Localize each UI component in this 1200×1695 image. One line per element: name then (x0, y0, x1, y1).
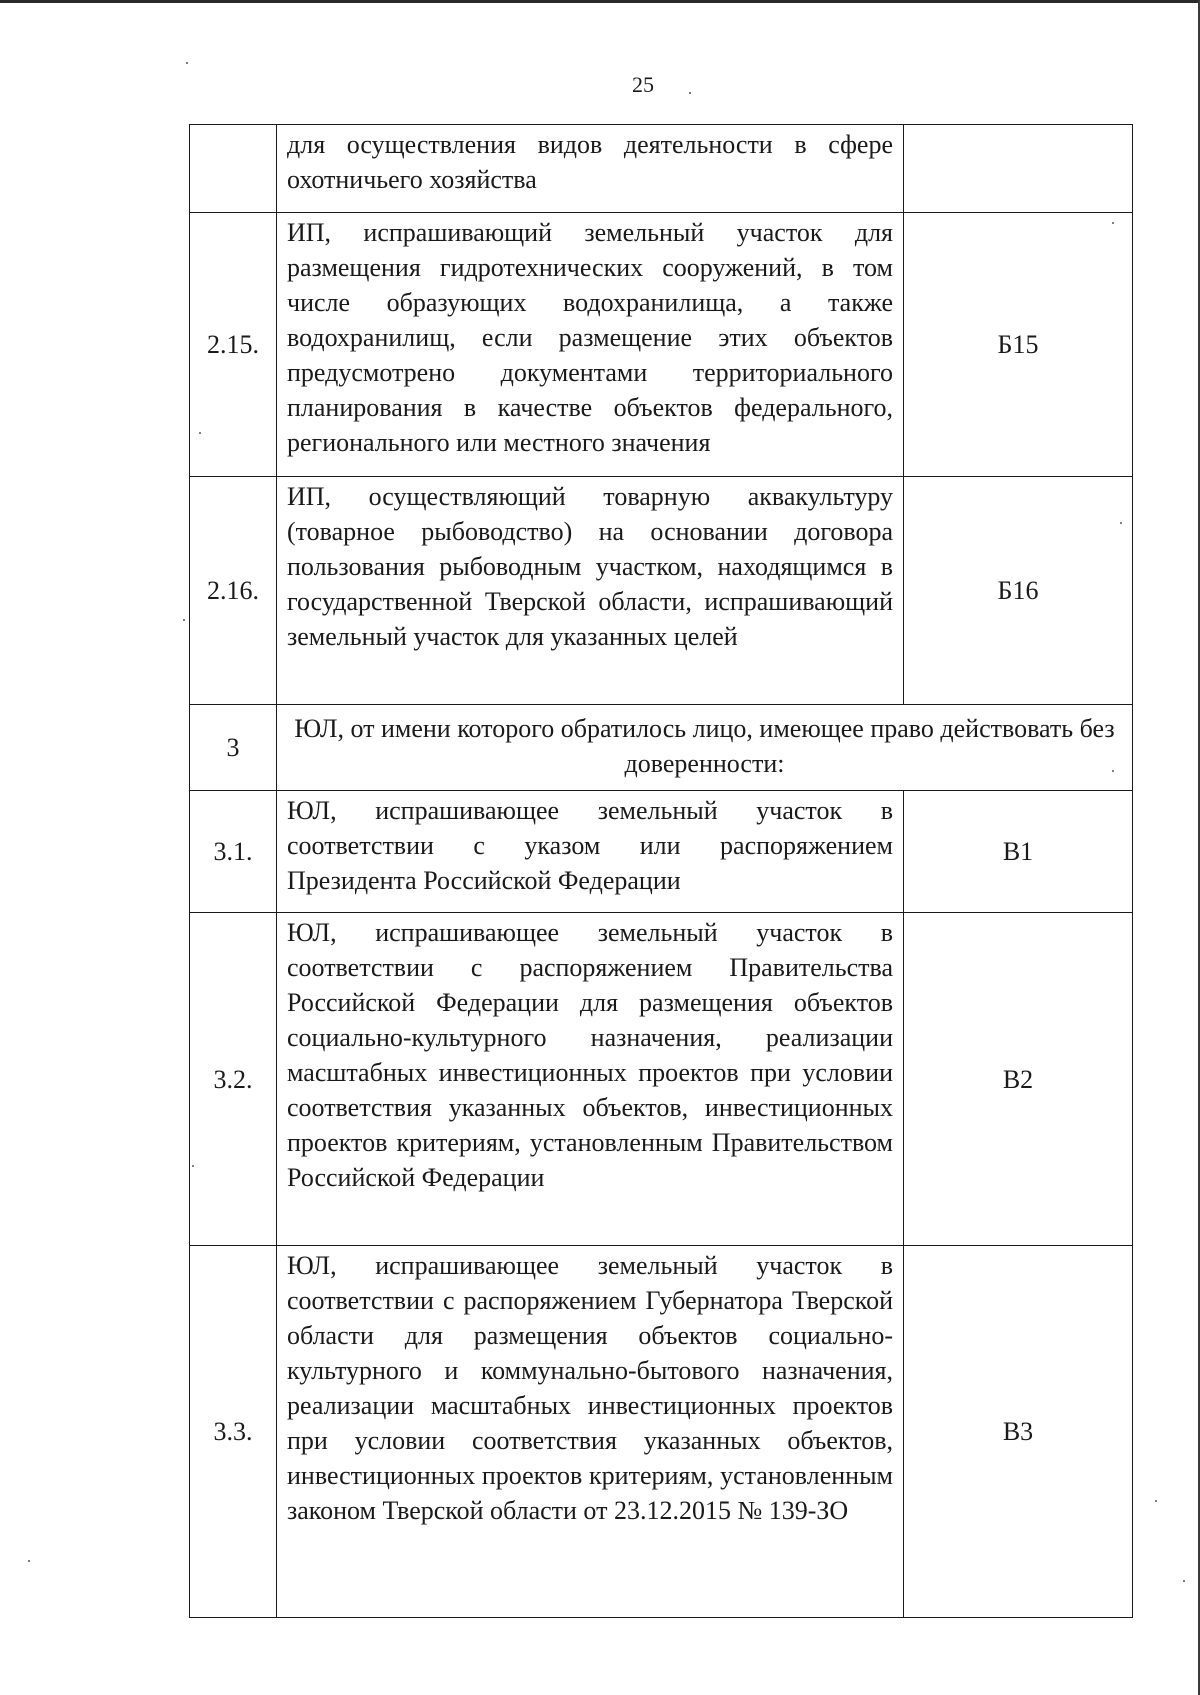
row-code: Б15 (904, 213, 1133, 477)
table-row-3-3 (190, 1246, 1133, 1618)
row-number: 3.2. (190, 913, 277, 1246)
row-description: ЮЛ, испрашивающее земельный участок в соответствии с указом или распоряжением Президента Российской Федерации (287, 796, 893, 895)
row-number: 3.1. (190, 791, 277, 913)
scan-speck (183, 619, 185, 621)
section-heading: ЮЛ, от имени которого обратилось лицо, имеющее право действовать без доверенности: (277, 705, 1133, 791)
scan-speck (1112, 770, 1114, 772)
scan-speck (199, 432, 201, 434)
row-description-cell (277, 477, 904, 705)
row-description-cell (277, 913, 904, 1246)
scan-speck (1120, 522, 1122, 524)
scan-speck (1155, 1500, 1157, 1502)
row-description-cell (277, 791, 904, 913)
row-code: В1 (904, 791, 1133, 913)
table-row-2-16 (190, 477, 1133, 705)
scan-speck (192, 1165, 194, 1167)
table-row-section-3 (190, 705, 1133, 791)
row-code: В3 (904, 1246, 1133, 1618)
row-number: 2.16. (190, 477, 277, 705)
document-table (189, 124, 1133, 1618)
scan-speck (1183, 1580, 1185, 1582)
row-number-cell (190, 125, 277, 213)
row-description-cell (277, 125, 904, 213)
table-row-continuation (190, 125, 1133, 213)
row-description: ЮЛ, испрашивающее земельный участок в соответствии с распоряжением Губернатора Тверской области для размещения объектов социально-культурного и коммунально-бытового назначения, реализации масштабных инвестиционных проектов при условии соответствия указанных объектов, инвестиционных проектов критериям, установленным законом Тверской области от 23.12.2015 № 139-ЗО (287, 1251, 893, 1525)
continuation-text: для осуществления видов деятельности в сфере охотничьего хозяйства (287, 130, 893, 194)
scan-speck (689, 92, 691, 94)
page-number: 25 (632, 72, 654, 97)
scan-speck (1112, 222, 1114, 224)
row-code-cell (904, 125, 1133, 213)
scan-speck (186, 62, 188, 64)
row-description: ИП, осуществляющий товарную аквакультуру (товарное рыбоводство) на основании договора пользования рыбоводным участком, находящимся в государственной Тверской области, испрашивающий земельный участок для указанных целей (287, 482, 893, 651)
row-code: В2 (904, 913, 1133, 1246)
row-code: Б16 (904, 477, 1133, 705)
row-number: 2.15. (190, 213, 277, 477)
scan-speck (28, 1560, 30, 1562)
row-description-cell (277, 213, 904, 477)
row-description: ИП, испрашивающий земельный участок для размещения гидротехнических сооружений, в том числе образующих водохранилища, а также водохранилищ, если размещение этих объектов предусмотрено документами территориального планирования в качестве объектов федерального, регионального или местного значения (287, 218, 893, 457)
row-description: ЮЛ, испрашивающее земельный участок в соответствии с распоряжением Правительства Российской Федерации для размещения объектов социально-культурного назначения, реализации масштабных инвестиционных проектов при условии соответствия указанных объектов, инвестиционных проектов критериям, установленным Правительством Российской Федерации (287, 918, 893, 1192)
table-row-2-15 (190, 213, 1133, 477)
table-row-3-2 (190, 913, 1133, 1246)
row-description-cell (277, 1246, 904, 1618)
section-number: 3 (190, 705, 277, 791)
table-row-3-1 (190, 791, 1133, 913)
row-number: 3.3. (190, 1246, 277, 1618)
scan-edge-top (0, 0, 1200, 3)
